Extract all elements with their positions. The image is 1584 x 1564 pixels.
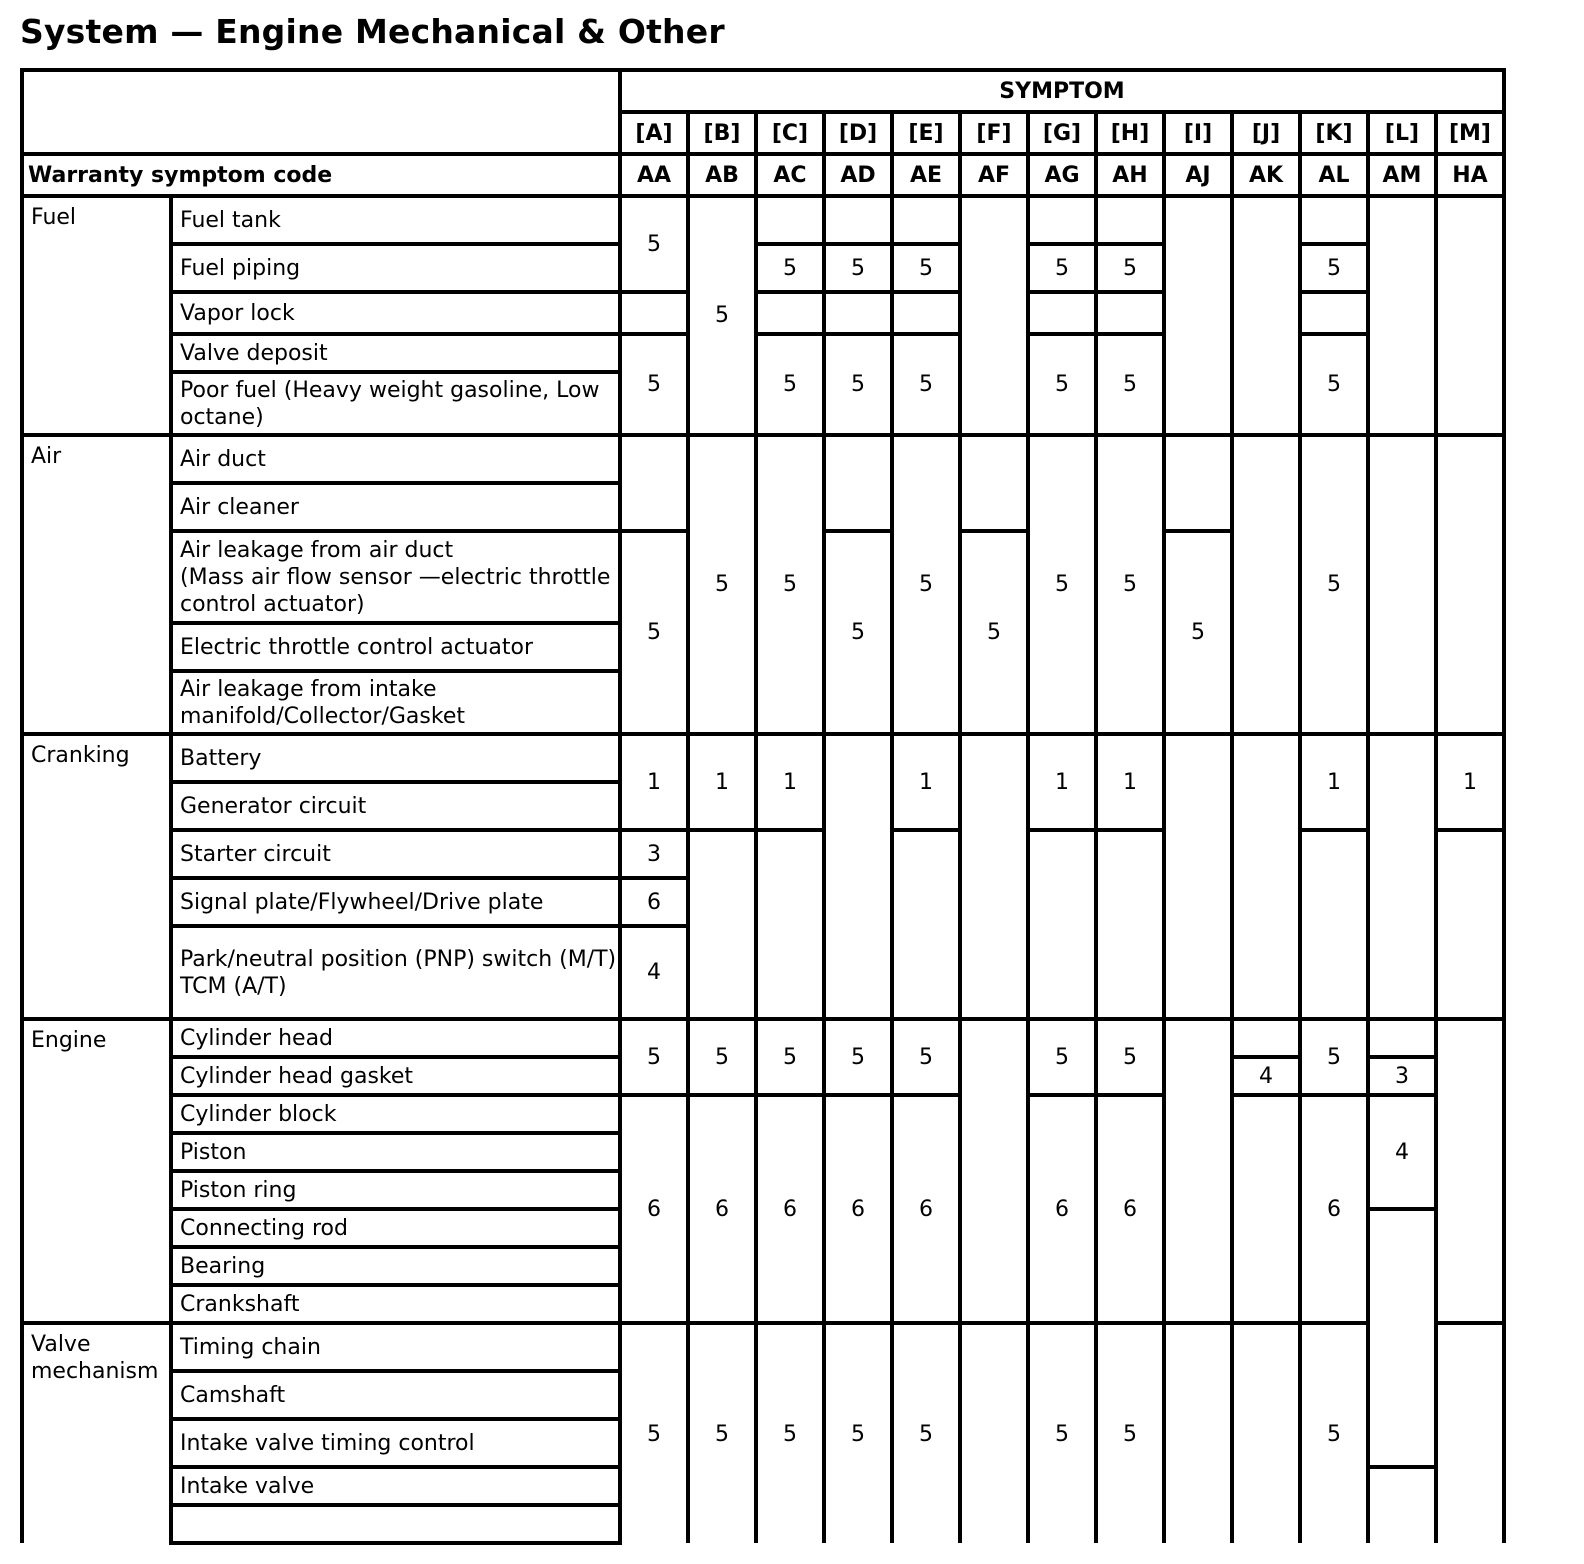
priority-cell: 5: [620, 334, 688, 435]
priority-cell: 5: [824, 531, 892, 734]
priority-cell: 5: [1028, 435, 1096, 734]
priority-cell: 1: [756, 734, 824, 830]
priority-cell: [1232, 734, 1300, 1019]
priority-cell: 5: [756, 1019, 824, 1095]
priority-cell: 6: [892, 1095, 960, 1323]
warranty-code: AE: [892, 154, 960, 196]
symptom-letter: [F]: [960, 112, 1028, 154]
component-item: Air duct: [171, 435, 620, 483]
priority-cell: 5: [892, 1323, 960, 1543]
table-row: [22, 1019, 1504, 1057]
priority-cell: [960, 1019, 1028, 1323]
priority-cell: [824, 196, 892, 244]
priority-cell: 5: [892, 244, 960, 292]
component-item: Park/neutral position (PNP) switch (M/T) TCM (A/T): [171, 926, 620, 1019]
priority-cell: [960, 435, 1028, 531]
symptom-letter: [L]: [1368, 112, 1436, 154]
priority-cell: [1164, 196, 1232, 435]
priority-cell: [1368, 1209, 1436, 1467]
priority-cell: 3: [1368, 1057, 1436, 1095]
table-row: [22, 435, 1504, 483]
priority-cell: [1436, 1019, 1504, 1323]
priority-cell: 5: [688, 1323, 756, 1543]
priority-cell: [1096, 292, 1164, 334]
priority-cell: 5: [1096, 435, 1164, 734]
table-row: [22, 1095, 1504, 1133]
priority-cell: 5: [1028, 1019, 1096, 1095]
priority-cell: 5: [620, 1019, 688, 1095]
priority-cell: 5: [1300, 435, 1368, 734]
system-label: Valve mechanism: [22, 1323, 171, 1543]
priority-cell: 6: [620, 878, 688, 926]
component-item: Piston: [171, 1133, 620, 1171]
priority-cell: [1164, 1019, 1232, 1323]
component-item: Valve deposit: [171, 334, 620, 372]
priority-cell: 1: [1096, 734, 1164, 830]
priority-cell: [1232, 196, 1300, 435]
component-item: Crankshaft: [171, 1285, 620, 1323]
priority-cell: [1232, 1095, 1300, 1323]
priority-cell: 4: [1368, 1095, 1436, 1209]
priority-cell: [1300, 196, 1368, 244]
priority-cell: [1368, 1019, 1436, 1057]
priority-cell: 5: [892, 1019, 960, 1095]
priority-cell: 5: [756, 435, 824, 734]
priority-cell: 5: [620, 1323, 688, 1543]
symptom-letter: [C]: [756, 112, 824, 154]
symptom-letter: [K]: [1300, 112, 1368, 154]
priority-cell: [620, 292, 688, 334]
priority-cell: 1: [1028, 734, 1096, 830]
priority-cell: [1368, 734, 1436, 1019]
priority-cell: 6: [1096, 1095, 1164, 1323]
component-item: [171, 1505, 620, 1543]
diagnosis-table: [20, 68, 1506, 1545]
priority-cell: 1: [892, 734, 960, 830]
warranty-code: AJ: [1164, 154, 1232, 196]
priority-cell: 5: [824, 244, 892, 292]
component-item: Fuel tank: [171, 196, 620, 244]
header-blank: [22, 70, 620, 154]
component-item: Cylinder head: [171, 1019, 620, 1057]
symptom-letter: [A]: [620, 112, 688, 154]
priority-cell: 5: [1096, 244, 1164, 292]
table-row: [22, 1323, 1504, 1371]
warranty-code-label: Warranty symptom code: [22, 154, 620, 196]
priority-cell: 5: [892, 435, 960, 734]
priority-cell: 5: [1300, 1019, 1368, 1095]
priority-cell: 5: [892, 334, 960, 435]
priority-cell: 1: [688, 734, 756, 830]
priority-cell: 5: [824, 1323, 892, 1543]
system-label: Air: [22, 435, 171, 734]
priority-cell: 5: [1028, 244, 1096, 292]
priority-cell: [892, 292, 960, 334]
priority-cell: 6: [824, 1095, 892, 1323]
warranty-code: AM: [1368, 154, 1436, 196]
priority-cell: 5: [1300, 244, 1368, 292]
priority-cell: [688, 830, 756, 1019]
component-item: Intake valve: [171, 1467, 620, 1505]
component-item: Generator circuit: [171, 782, 620, 830]
priority-cell: [1096, 196, 1164, 244]
priority-cell: [1232, 435, 1300, 734]
component-item: Air leakage from air duct (Mass air flow sensor —electric throttle control actuator): [171, 531, 620, 623]
warranty-code: AG: [1028, 154, 1096, 196]
component-item: Timing chain: [171, 1323, 620, 1371]
priority-cell: 6: [688, 1095, 756, 1323]
priority-cell: 5: [1164, 531, 1232, 734]
priority-cell: [1232, 1019, 1300, 1057]
component-item: Battery: [171, 734, 620, 782]
priority-cell: [1164, 435, 1232, 531]
priority-cell: [960, 734, 1028, 1019]
symptom-letter: [M]: [1436, 112, 1504, 154]
priority-cell: [1368, 435, 1436, 734]
priority-cell: [1436, 830, 1504, 1019]
priority-cell: 1: [1300, 734, 1368, 830]
symptom-letter: [J]: [1232, 112, 1300, 154]
priority-cell: [1028, 292, 1096, 334]
priority-cell: 3: [620, 830, 688, 878]
priority-cell: [756, 292, 824, 334]
priority-cell: [892, 830, 960, 1019]
priority-cell: [756, 196, 824, 244]
component-item: Starter circuit: [171, 830, 620, 878]
symptom-letter: [D]: [824, 112, 892, 154]
component-item: Air cleaner: [171, 483, 620, 531]
warranty-code: AC: [756, 154, 824, 196]
warranty-code: AD: [824, 154, 892, 196]
warranty-code: AF: [960, 154, 1028, 196]
priority-cell: 6: [1300, 1095, 1368, 1323]
priority-cell: 5: [960, 531, 1028, 734]
priority-cell: 5: [756, 334, 824, 435]
priority-cell: [1096, 830, 1164, 1019]
priority-cell: [960, 196, 1028, 435]
symptom-letter: [I]: [1164, 112, 1232, 154]
priority-cell: 4: [1232, 1057, 1300, 1095]
priority-cell: 5: [756, 244, 824, 292]
component-item: Camshaft: [171, 1371, 620, 1419]
priority-cell: [824, 734, 892, 1019]
component-item: Bearing: [171, 1247, 620, 1285]
priority-cell: 5: [1096, 1019, 1164, 1095]
system-label: Fuel: [22, 196, 171, 435]
component-item: Piston ring: [171, 1171, 620, 1209]
priority-cell: 5: [824, 1019, 892, 1095]
priority-cell: [1368, 196, 1436, 435]
symptom-letter: [G]: [1028, 112, 1096, 154]
warranty-code: AK: [1232, 154, 1300, 196]
priority-cell: 1: [620, 734, 688, 830]
component-item: Cylinder head gasket: [171, 1057, 620, 1095]
table-row: [22, 734, 1504, 782]
priority-cell: 5: [824, 334, 892, 435]
priority-cell: 5: [1096, 334, 1164, 435]
priority-cell: [960, 1323, 1028, 1543]
priority-cell: [1028, 830, 1096, 1019]
warranty-code: AL: [1300, 154, 1368, 196]
priority-cell: 5: [756, 1323, 824, 1543]
priority-cell: [1300, 830, 1368, 1019]
priority-cell: [756, 830, 824, 1019]
priority-cell: 5: [620, 531, 688, 734]
component-item: Cylinder block: [171, 1095, 620, 1133]
priority-cell: [1232, 1323, 1300, 1543]
priority-cell: 5: [1096, 1323, 1164, 1543]
priority-cell: 6: [1028, 1095, 1096, 1323]
component-item: Intake valve timing control: [171, 1419, 620, 1467]
component-item: Poor fuel (Heavy weight gasoline, Low octane): [171, 372, 620, 435]
warranty-code: AA: [620, 154, 688, 196]
priority-cell: [620, 435, 688, 531]
priority-cell: [1164, 734, 1232, 1019]
priority-cell: 1: [1436, 734, 1504, 830]
priority-cell: [1436, 1323, 1504, 1543]
system-label: Cranking: [22, 734, 171, 1019]
priority-cell: 5: [1028, 1323, 1096, 1543]
priority-cell: [1436, 196, 1504, 435]
symptom-letter: [B]: [688, 112, 756, 154]
priority-cell: 5: [1028, 334, 1096, 435]
priority-cell: [1436, 435, 1504, 734]
warranty-code: AH: [1096, 154, 1164, 196]
priority-cell: [824, 292, 892, 334]
component-item: Air leakage from intake manifold/Collector/Gasket: [171, 671, 620, 734]
priority-cell: [1368, 1467, 1436, 1543]
warranty-code: HA: [1436, 154, 1504, 196]
priority-cell: 5: [1300, 1323, 1368, 1543]
warranty-code: AB: [688, 154, 756, 196]
priority-cell: 6: [620, 1095, 688, 1323]
priority-cell: [1028, 196, 1096, 244]
page-title: System — Engine Mechanical & Other: [20, 12, 725, 51]
priority-cell: 5: [1300, 334, 1368, 435]
symptom-header: SYMPTOM: [620, 70, 1504, 112]
priority-cell: 5: [688, 1019, 756, 1095]
system-label: Engine: [22, 1019, 171, 1323]
priority-cell: [824, 435, 892, 531]
symptom-letter: [E]: [892, 112, 960, 154]
priority-cell: 5: [620, 196, 688, 292]
priority-cell: 5: [688, 435, 756, 734]
priority-cell: 6: [756, 1095, 824, 1323]
priority-cell: 4: [620, 926, 688, 1019]
table-row: [22, 196, 1504, 244]
component-item: Connecting rod: [171, 1209, 620, 1247]
priority-cell: [1300, 292, 1368, 334]
component-item: Signal plate/Flywheel/Drive plate: [171, 878, 620, 926]
component-item: Vapor lock: [171, 292, 620, 334]
priority-cell: [892, 196, 960, 244]
symptom-letter: [H]: [1096, 112, 1164, 154]
priority-cell: 5: [688, 196, 756, 435]
priority-cell: [1164, 1323, 1232, 1543]
component-item: Electric throttle control actuator: [171, 623, 620, 671]
component-item: Fuel piping: [171, 244, 620, 292]
